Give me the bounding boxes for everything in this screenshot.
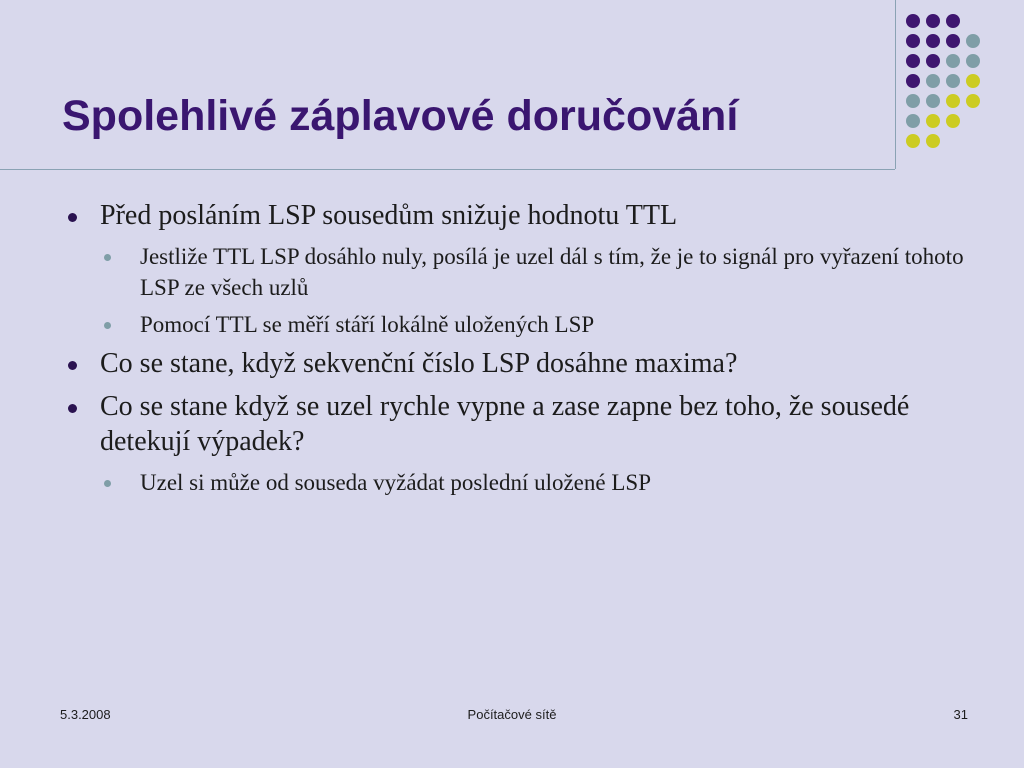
slide-title: Spolehlivé záplavové doručování — [62, 92, 739, 140]
bullet-list — [64, 198, 964, 504]
decor-dot — [926, 134, 940, 148]
decorative-dot-pattern — [906, 14, 996, 146]
decor-dot — [966, 94, 980, 108]
title-divider-vertical — [895, 0, 896, 169]
decor-dot — [926, 34, 940, 48]
decor-dot — [926, 114, 940, 128]
footer-date: 5.3.2008 — [60, 707, 111, 722]
sub-bullet-item: Pomocí TTL se měří stáří lokálně uložených LSP — [104, 309, 964, 340]
decor-dot — [906, 14, 920, 28]
decor-dot — [966, 34, 980, 48]
decor-dot — [906, 134, 920, 148]
decor-dot — [946, 74, 960, 88]
decor-dot — [946, 14, 960, 28]
bullet-item: Před posláním LSP sousedům snižuje hodnotu TTL — [64, 198, 964, 233]
sub-bullet-item: Jestliže TTL LSP dosáhlo nuly, posílá je uzel dál s tím, že je to signál pro vyřazení tohoto LSP ze všech uzlů — [104, 241, 964, 303]
footer-course: Počítačové sítě — [467, 707, 557, 722]
decor-dot — [926, 94, 940, 108]
decor-dot — [946, 94, 960, 108]
decor-dot — [946, 34, 960, 48]
title-divider-horizontal — [0, 169, 895, 170]
sub-bullet-item: Uzel si může od souseda vyžádat poslední uložené LSP — [104, 467, 964, 498]
decor-dot — [926, 14, 940, 28]
decor-dot — [926, 54, 940, 68]
decor-dot — [926, 74, 940, 88]
decor-dot — [906, 34, 920, 48]
decor-dot — [946, 54, 960, 68]
decor-dot — [966, 74, 980, 88]
decor-dot — [966, 54, 980, 68]
decor-dot — [906, 114, 920, 128]
decor-dot — [906, 74, 920, 88]
bullet-item: Co se stane když se uzel rychle vypne a zase zapne bez toho, že sousedé detekují výpadek? — [64, 389, 964, 459]
footer-page-number: 31 — [953, 707, 968, 722]
decor-dot — [906, 94, 920, 108]
decor-dot — [906, 54, 920, 68]
bullet-item: Co se stane, když sekvenční číslo LSP dosáhne maxima? — [64, 346, 964, 381]
decor-dot — [946, 114, 960, 128]
